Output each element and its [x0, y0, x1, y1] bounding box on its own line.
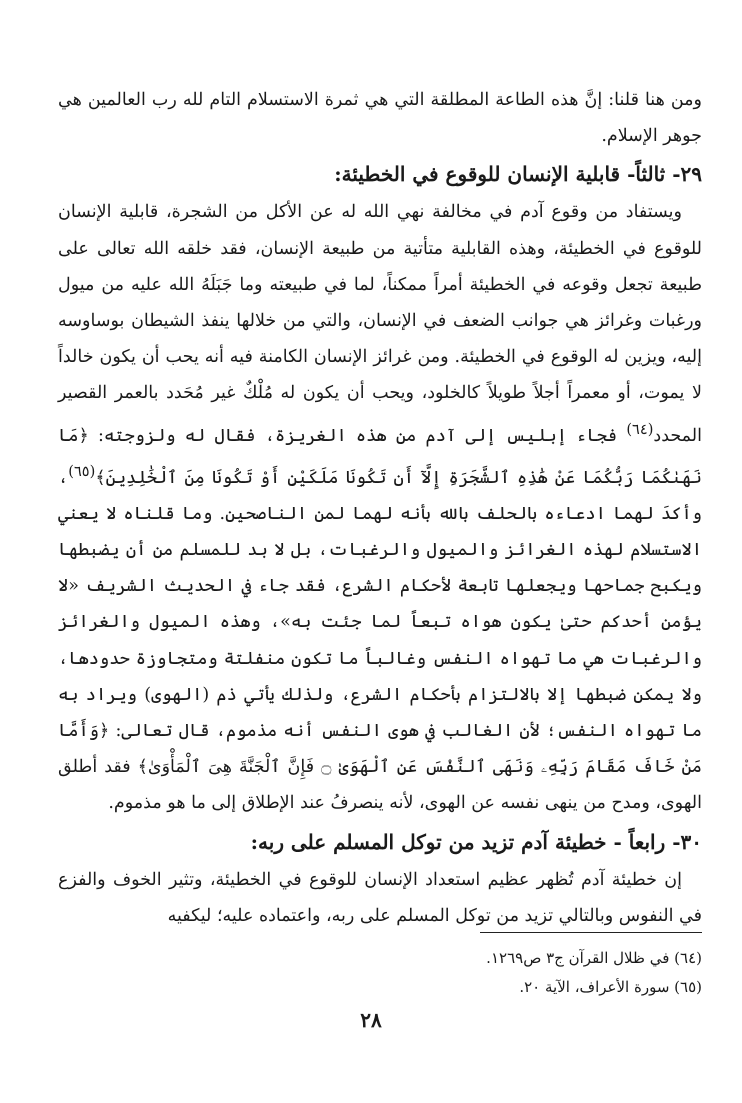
paragraph-section-30: إن خطيئة آدم تُظهر عظيم استعداد الإنسان للوقوع في الخطيئة، وتثير الخوف والفزع في النفوس وبالتالي تزيد من توكل المسلم على ربه، واعتماده عليه؛ ليكفيه [58, 869, 702, 926]
footnote-ref-64[interactable]: (٦٤) [626, 420, 654, 438]
quran-verse: ﴿وَأَمَّا مَنْ خَافَ مَقَامَ رَبِّهِۦ وَنَهَى ٱلنَّفْسَ عَنِ ٱلْهَوَىٰ ۝ فَإِنَّ ٱلْجَنَّةَ هِىَ ٱلْمَأْوَىٰ﴾ [58, 720, 702, 778]
paragraph-text: ويستفاد من وقوع آدم في مخالفة نهي الله له عن الأكل من الشجرة، قابلية الإنسان للوقوع في الخطيئة، وهذه القابلية متأتية من طبيعة الإنسان، فقد خلقه الله تعالى على طبيعة تجعل وقوعه في الخطيئة أمراً ممكناً، لما في طبيعته وما جَبَلَهُ الله عليه من ميول ورغبات وغرائز هي جوانب الضعف في الإنسان، والتي من خلالها ينفذ الشيطان بوساوسه إليه، ويزين له الوقوع في الخطيئة. ومن غرائز الإنسان الكامنة فيه أنه يحب أن يكون خالداً لا يموت، أو معمراً أجلاً طويلاً كالخلود، ويحب أن يكون له مُلْكٌ غير مُحَدد بالعمر القصير المحدد [58, 202, 702, 446]
quran-verse: ﴿مَا نَهَىٰكُمَا رَبُّكُمَا عَنْ هَٰذِهِ ٱلشَّجَرَةِ إِلَّآ أَن تَكُونَا مَلَكَيْنِ أَوْ تَكُونَا مِنَ ٱلْخَٰلِدِينَ﴾ [58, 425, 702, 488]
paragraph-text: فجاء إبليس إلى آدم من هذه الغريزة، فقال له ولزوجته: [88, 425, 627, 446]
paragraph-section-29 [58, 194, 702, 821]
page-body [58, 82, 702, 934]
paragraph-intro: ومن هنا قلنا: إنَّ هذه الطاعة المطلقة التي هي ثمرة الاستسلام التام لله رب العالمين هي جوهر الإسلام. [58, 90, 702, 147]
paragraph-text: ، وأكدَ لهما ادعاءه بالحلف بالله بأنه لهما لمن الناصحين. وما قلناه لا يعني الاستسلام لهذه الغرائز والميول والرغبات، بل لا بد للمسلم من أن يضبطها ويكبح جماحها ويجعلها تابعة لأحكام الشرع، فقد جاء في الحديث الشريف «لا يؤمن أحدكم حتىٰ يكون هواه تبعاً لما جئت به»، وهذه الميول والغرائز والرغبات هي ما تهواه النفس وغالباً ما تكون منفلتة ومتجاوزة حدودها، ولا يمكن ضبطها إلا بالالتزام بأحكام الشرع، ولذلك يأتي ذم (الهوى) ويراد به ما تهواه النفس؛ لأن الغالب في هوى النفس أنه مذموم، قال تعالى: [58, 467, 702, 741]
section-heading-29: ٢٩- ثالثاً- قابلية الإنسان للوقوع في الخطيئة: [334, 162, 702, 187]
section-heading-30: ٣٠- رابعاً - خطيئة آدم تزيد من توكل المسلم على ربه: [250, 829, 702, 854]
paragraph-text: فقد أطلق الهوى، ومدح من ينهى نفسه عن الهوى، لأنه ينصرفُ عند الإطلاق إلى ما هو مذموم. [58, 757, 702, 814]
footnote-65: (٦٥) سورة الأعراف، الآية ٢٠. [519, 978, 702, 996]
footnote-ref-65[interactable]: (٦٥) [68, 462, 96, 480]
footnotes [62, 944, 702, 1002]
footnote-64: (٦٤) في ظلال القرآن ج٣ ص١٢٦٩. [486, 949, 702, 967]
footnote-divider [480, 932, 702, 933]
page-number: ٢٨ [360, 1008, 382, 1032]
